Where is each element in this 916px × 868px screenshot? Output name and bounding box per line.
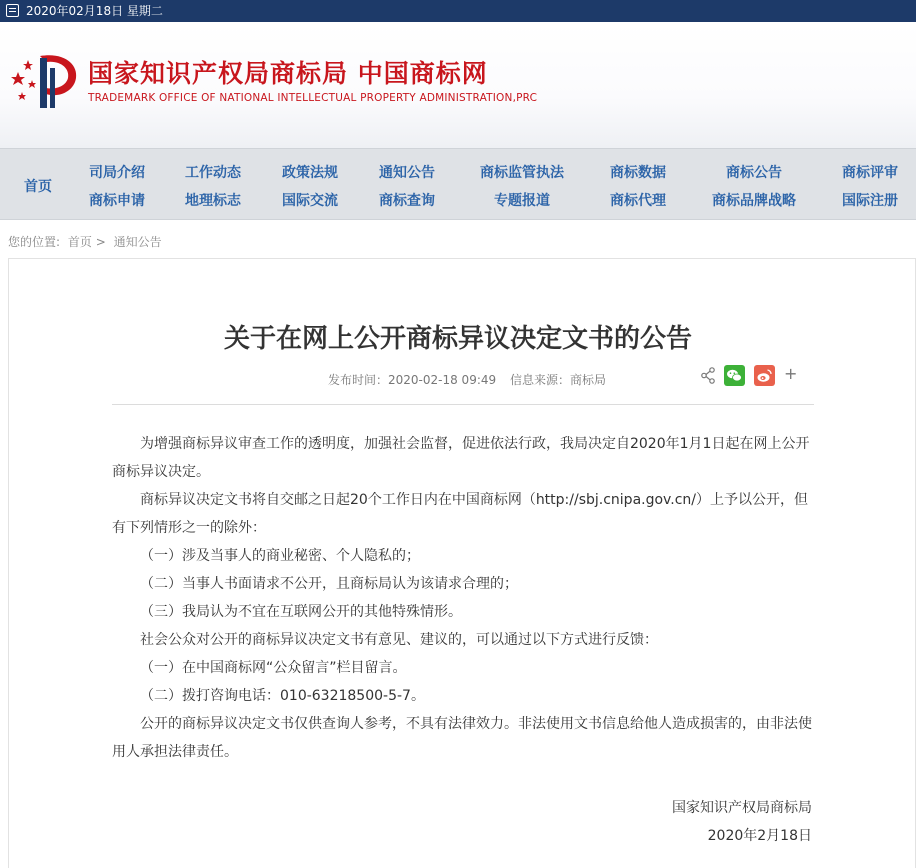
- nav-item-gongzuodongtai[interactable]: 工作动态: [185, 165, 241, 181]
- weibo-icon[interactable]: [754, 365, 775, 386]
- article-paragraph: （三）我局认为不宜在互联网公开的其他特殊情形。: [140, 604, 462, 620]
- article-paragraph: 为增强商标异议审查工作的透明度，加强社会监督，促进依法行政，我局决定自2020年1月1日起在网上公开商标异议决定。: [112, 436, 810, 480]
- breadcrumb-home-link[interactable]: 首页 >: [67, 235, 106, 249]
- signature-org: 国家知识产权局商标局: [672, 800, 812, 816]
- article-paragraph: （一）涉及当事人的商业秘密、个人隐私的；: [140, 548, 420, 564]
- article-paragraph: 社会公众对公开的商标异议决定文书有意见、建议的，可以通过以下方式进行反馈：: [140, 632, 658, 648]
- nav-item-shangbiaogonggao[interactable]: 商标公告: [726, 165, 782, 181]
- nav-item-guojijiaoliu[interactable]: 国际交流: [282, 193, 338, 209]
- breadcrumb-label: 您的位置:: [8, 235, 61, 249]
- nav-item-zhuantibaodao[interactable]: 专题报道: [494, 193, 550, 209]
- article-paragraph: 公开的商标异议决定文书仅供查询人参考，不具有法律效力。非法使用文书信息给他人造成损害的，由非法使用人承担法律责任。: [112, 716, 812, 760]
- nav-item-shangbiaochaxun[interactable]: 商标查询: [379, 193, 435, 209]
- nav-item-shangbiaoshenqing[interactable]: 商标申请: [89, 193, 145, 209]
- info-source: 信息来源：商标局: [509, 373, 606, 387]
- article-paragraph: （一）在中国商标网“公众留言”栏目留言。: [140, 660, 407, 676]
- article-signature: [672, 794, 812, 850]
- article-body: [112, 430, 818, 766]
- top-date-bar: [0, 0, 916, 22]
- breadcrumb: [8, 233, 166, 250]
- nav-item-guojizhuce[interactable]: 国际注册: [842, 193, 898, 209]
- nav-item-jianguanzhifa[interactable]: 商标监管执法: [480, 165, 564, 181]
- wechat-icon[interactable]: [724, 365, 745, 386]
- article-title: 关于在网上公开商标异议决定文书的公告: [223, 324, 692, 354]
- main-nav: [0, 148, 916, 220]
- article-paragraph: （二）拨打咨询电话：010-63218500-5-7。: [140, 688, 425, 704]
- nav-item-tongzhigonggao[interactable]: 通知公告: [379, 165, 435, 181]
- site-header: [0, 22, 916, 148]
- current-date: 2020年02月18日 星期二: [26, 4, 163, 18]
- nav-home[interactable]: 首页: [24, 179, 52, 195]
- publish-time: 发布时间：2020-02-18 09:49: [328, 373, 497, 387]
- nav-item-dilibiaozhi[interactable]: 地理标志: [185, 193, 241, 209]
- nav-item-shangbiaoshuju[interactable]: 商标数据: [610, 165, 666, 181]
- site-title: 国家知识产权局商标局 中国商标网: [88, 59, 488, 88]
- title-divider: [112, 404, 814, 405]
- article-meta: [328, 371, 606, 388]
- calendar-icon: [6, 4, 19, 17]
- breadcrumb-current[interactable]: 通知公告: [113, 235, 162, 249]
- nav-item-sijujieshao[interactable]: 司局介绍: [89, 165, 145, 181]
- site-subtitle: TRADEMARK OFFICE OF NATIONAL INTELLECTUAL PROPERTY ADMINISTRATION,PRC: [88, 92, 538, 104]
- signature-date: 2020年2月18日: [707, 828, 812, 844]
- nav-item-shangbiaopingshen[interactable]: 商标评审: [842, 165, 898, 181]
- nav-item-pinpaizhanlue[interactable]: 商标品牌战略: [712, 193, 796, 209]
- share-icon[interactable]: [700, 365, 716, 386]
- cnipa-logo[interactable]: [6, 50, 84, 112]
- nav-item-zhengcefagui[interactable]: 政策法规: [282, 165, 338, 181]
- more-share-plus-icon[interactable]: +: [784, 364, 798, 383]
- article-paragraph: （二）当事人书面请求不公开，且商标局认为该请求合理的；: [140, 576, 518, 592]
- nav-item-shangbiaodaili[interactable]: 商标代理: [610, 193, 666, 209]
- article-paragraph: 商标异议决定文书将自交邮之日起20个工作日内在中国商标网（http://sbj.cnipa.gov.cn/）上予以公开，但有下列情形之一的除外：: [112, 492, 808, 536]
